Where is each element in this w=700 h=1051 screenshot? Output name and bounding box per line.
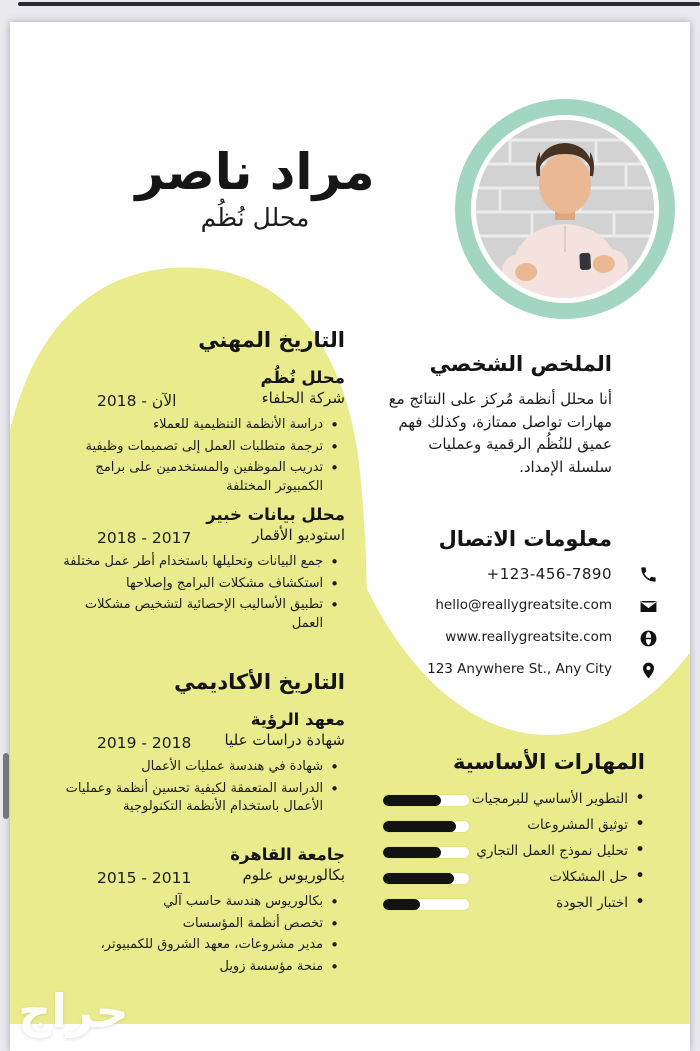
job-bullet: • تطبيق الأساليب الإحصائية لتشخيص مشكلات العمل [59, 596, 345, 634]
experience-section [55, 328, 345, 352]
skill-row [383, 790, 645, 816]
bullet-dot: • [634, 866, 645, 886]
job-bullets [55, 416, 345, 497]
contact-row-website[interactable] [382, 629, 612, 651]
contact-list [382, 565, 612, 683]
contact-row-phone[interactable] [382, 565, 612, 587]
contact-section [382, 527, 612, 693]
skill-bar [383, 847, 469, 858]
school-name: معهد الرؤية [250, 710, 345, 729]
haraj-watermark: حراج [18, 984, 129, 1038]
person-name: مراد ناصر [135, 143, 375, 201]
school-bullet: • تخصص أنظمة المؤسسات [182, 914, 339, 933]
education-section [55, 670, 345, 694]
website-value: www.reallygreatsite.com [445, 629, 612, 645]
photo-teal-ring [455, 99, 675, 319]
globe-icon [638, 629, 658, 649]
photo-frame-top-edge [18, 2, 700, 6]
email-value: hello@reallygreatsite.com [435, 597, 612, 613]
resume-page [10, 22, 690, 1051]
job-bullets [55, 553, 345, 634]
phone-icon [638, 565, 658, 585]
job-bullet: • جمع البيانات وتحليلها باستخدام أطر عمل مختلفة [63, 553, 339, 571]
bullet-dot: • [634, 788, 645, 808]
bullet-dot: • [634, 892, 645, 912]
job-dates: 2017 - 2018 [97, 529, 192, 547]
skill-label: • تحليل نموذج العمل التجاري [476, 840, 645, 860]
skill-row [383, 868, 645, 894]
job-title: محلل بيانات خبير [206, 505, 345, 524]
bullet-dot: • [330, 553, 339, 571]
school-degree: بكالوريوس علوم [242, 866, 345, 884]
bullet-dot: • [330, 416, 339, 434]
header [100, 143, 410, 232]
bullet-dot: • [634, 814, 645, 834]
contact-row-address[interactable] [382, 661, 612, 683]
job-bullet: • ترجمة متطلبات العمل إلى تصميمات وظيفية [85, 437, 339, 456]
school-bullet: • الدراسة المتعمقة لكيفية تحسين أنظمة وعمليات الأعمال باستخدام الأنظمة التكنولوجية [59, 780, 345, 818]
school-name: جامعة القاهرة [230, 845, 345, 864]
summary-section [382, 352, 612, 478]
skill-bar-fill [383, 795, 441, 806]
school-bullet: • شهادة في هندسة عمليات الأعمال [141, 758, 339, 776]
bullet-dot: • [634, 840, 645, 860]
profile-photo-illustration [476, 120, 654, 298]
skill-label: • اختبار الجودة [556, 892, 645, 912]
contact-row-email[interactable] [382, 597, 612, 619]
skills-title: المهارات الأساسية [453, 750, 645, 774]
school-bullets [55, 893, 345, 977]
summary-text: أنا محلل أنظمة مُركز على النتائج مع مهارات تواصل ممتازة، وكذلك فهم عميق للنُظُم الرقمية وعمليات سلسلة الإمداد. [388, 390, 612, 476]
bullet-dot: • [330, 893, 339, 911]
bullet-dot: • [330, 779, 339, 798]
job-bullet: • تدريب الموظفين والمستخدمين على برامج الكمبيوتر المختلفة [59, 459, 345, 497]
location-pin-icon [638, 661, 658, 681]
skill-label: • التطوير الأساسي للبرمجيات [471, 788, 645, 808]
skill-bar-fill [383, 821, 456, 832]
skill-bar [383, 873, 469, 884]
job-company: شركة الحلفاء [261, 389, 345, 407]
skill-bar-fill [383, 873, 454, 884]
skill-bar [383, 821, 469, 832]
job-dates: الآن - 2018 [97, 392, 177, 410]
bullet-dot: • [330, 936, 339, 954]
skill-bar-fill [383, 847, 441, 858]
experience-entry-1 [55, 368, 345, 513]
envelope-icon [638, 597, 658, 617]
school-dates: 2011 - 2015 [97, 869, 192, 887]
school-bullet: • مدير مشروعات، معهد الشروق للكمبيوتر، [100, 936, 339, 954]
bullet-dot: • [330, 596, 339, 614]
bullet-dot: • [330, 914, 339, 933]
education-entry-1 [55, 710, 345, 833]
skill-row [383, 816, 645, 842]
address-value: 123 Anywhere St., Any City [427, 661, 612, 677]
school-dates: 2018 - 2019 [97, 734, 192, 752]
skill-bar [383, 795, 469, 806]
experience-title: التاريخ المهني [198, 328, 345, 352]
experience-entry-2 [55, 505, 345, 650]
skills-list [383, 790, 645, 920]
person-job-title: محلل نُظُم [200, 202, 310, 232]
contact-title: معلومات الاتصال [438, 527, 612, 551]
job-company: استوديو الأقمار [252, 526, 345, 544]
school-bullet: • منحة مؤسسة زويل [219, 957, 339, 976]
skill-bar-fill [383, 899, 420, 910]
summary-title: الملخص الشخصي [429, 352, 612, 376]
bullet-dot: • [330, 758, 339, 776]
skill-label: • توثيق المشروعات [527, 814, 645, 834]
bullet-dot: • [330, 437, 339, 456]
education-title: التاريخ الأكاديمي [174, 670, 345, 694]
job-bullet: • استكشاف مشكلات البرامج وإصلاحها [126, 574, 339, 593]
job-title: محلل نُظُم [260, 368, 345, 387]
skills-section [383, 750, 645, 920]
bullet-dot: • [330, 574, 339, 593]
skill-row [383, 842, 645, 868]
profile-photo [476, 120, 654, 298]
school-degree: شهادة دراسات عليا [224, 731, 345, 749]
job-bullet: • دراسة الأنظمة التنظيمية للعملاء [153, 416, 339, 434]
skill-row [383, 894, 645, 920]
bullet-dot: • [330, 957, 339, 976]
bullet-dot: • [330, 459, 339, 477]
skill-label: • حل المشكلات [549, 866, 645, 886]
school-bullets [55, 758, 345, 817]
phone-value: +123-456-7890 [486, 565, 612, 583]
education-entry-2 [55, 845, 345, 993]
skill-bar [383, 899, 469, 910]
school-bullet: • بكالوريوس هندسة حاسب آلي [163, 893, 339, 911]
scrollbar-thumb[interactable] [3, 753, 9, 819]
